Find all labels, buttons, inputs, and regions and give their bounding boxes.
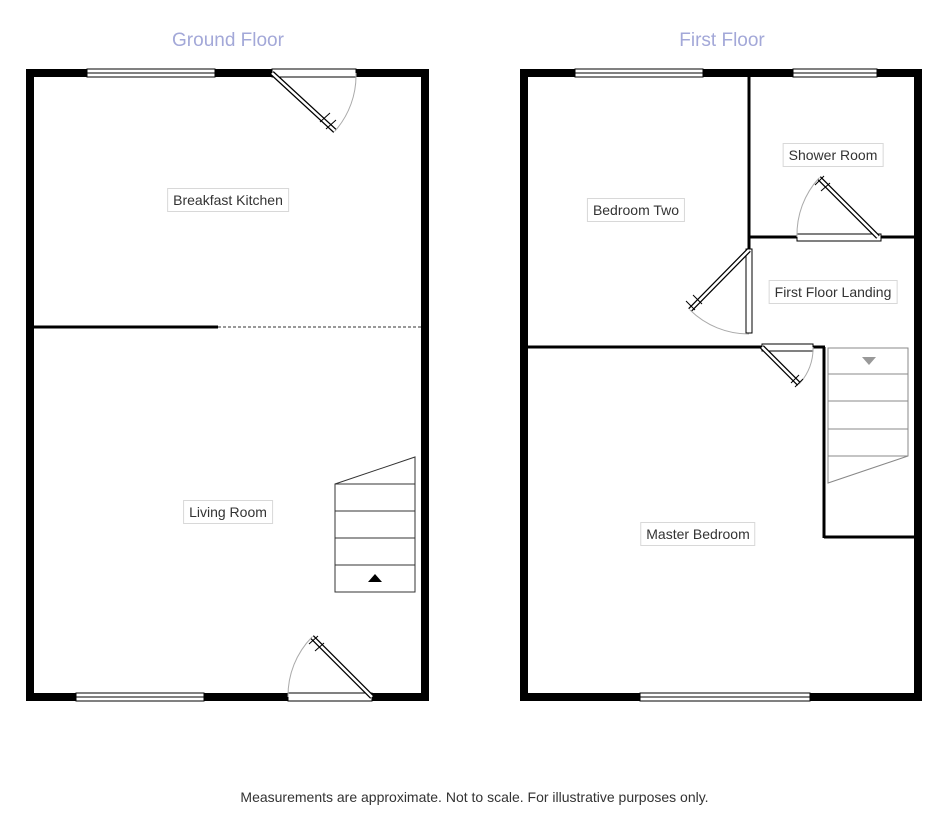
room-label-first-floor-landing: First Floor Landing: [769, 280, 898, 304]
room-label-breakfast-kitchen: Breakfast Kitchen: [167, 188, 289, 212]
ground-stairs: [335, 457, 415, 592]
first-top-right-window: [793, 69, 877, 77]
stairs-up-arrow-icon: [368, 574, 382, 582]
first-stairs: [828, 348, 908, 483]
room-label-shower-room: Shower Room: [783, 143, 884, 167]
disclaimer-text: Measurements are approximate. Not to scale. For illustrative purposes only.: [240, 789, 709, 805]
ground-outer-walls: [30, 73, 425, 697]
kitchen-back-door: [272, 69, 356, 131]
stairs-down-arrow-icon: [862, 357, 876, 365]
room-label-bedroom-two: Bedroom Two: [587, 198, 685, 222]
master-bedroom-door: [762, 344, 813, 387]
ground-top-window: [87, 69, 215, 77]
shower-room-door: [797, 176, 881, 241]
first-bottom-window: [640, 693, 810, 701]
room-label-master-bedroom: Master Bedroom: [640, 522, 755, 546]
first-floor-title: First Floor: [679, 30, 765, 51]
ground-bottom-window: [76, 693, 204, 701]
room-label-living-room: Living Room: [183, 500, 273, 524]
first-top-left-window: [575, 69, 703, 77]
bedroom-two-door: [686, 249, 752, 334]
ground-floor-plan: [30, 69, 425, 701]
living-front-door: [288, 636, 372, 701]
ground-floor-title: Ground Floor: [172, 30, 284, 51]
